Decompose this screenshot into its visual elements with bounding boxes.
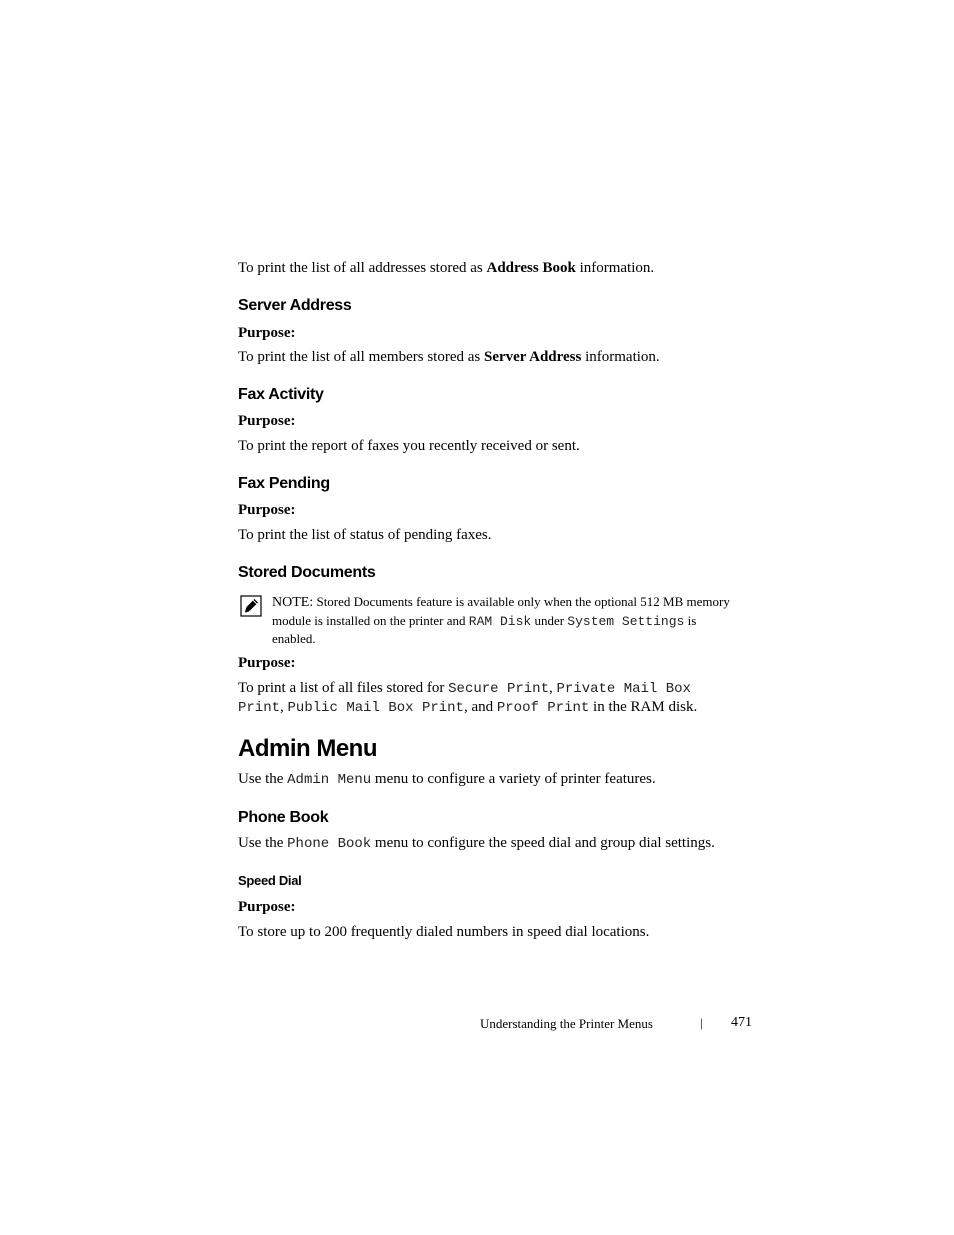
purpose-label: Purpose: [238, 413, 296, 429]
intro-paragraph: To print the list of all addresses stored as Address Book information. [238, 260, 655, 276]
heading-server-address: Server Address [238, 297, 352, 314]
purpose-label: Purpose: [238, 325, 296, 341]
purpose-label: Purpose: [238, 898, 296, 915]
note-block [238, 593, 738, 648]
footer-chapter-title: Understanding the Printer Menus [480, 1016, 653, 1031]
purpose-label: Purpose: [238, 654, 296, 671]
server-address-description: To print the list of all members stored as Server Address information. [238, 349, 660, 365]
purpose-label: Purpose: [238, 502, 296, 518]
heading-phone-book: Phone Book [238, 808, 329, 826]
fax-pending-description: To print the list of status of pending faxes. [238, 527, 492, 543]
fax-activity-description: To print the report of faxes you recently received or sent. [238, 438, 580, 454]
footer-separator: | [700, 1015, 703, 1030]
page-number: 471 [731, 1015, 752, 1030]
heading-stored-documents: Stored Documents [238, 564, 376, 581]
heading-fax-activity: Fax Activity [238, 386, 324, 403]
heading-speed-dial: Speed Dial [238, 872, 302, 888]
stored-documents-description: To print a list of all files stored for Secure Print, Private Mail Box Print, Public Mail Box Print, and Proof Print in the RAM disk. [238, 679, 698, 716]
heading-fax-pending: Fax Pending [238, 475, 330, 492]
speed-dial-description: To store up to 200 frequently dialed numbers in speed dial locations. [238, 923, 650, 940]
heading-admin-menu: Admin Menu [238, 734, 377, 762]
phone-book-description: Use the Phone Book menu to configure the speed dial and group dial settings. [238, 834, 715, 852]
admin-menu-description: Use the Admin Menu menu to configure a variety of printer features. [238, 770, 656, 788]
note-text: NOTE: Stored Documents feature is available only when the optional 512 MB memory module is installed on the printer and RAM Disk under System Settings is enabled. [272, 594, 730, 646]
pencil-note-icon [240, 595, 262, 617]
page-content [238, 259, 738, 941]
